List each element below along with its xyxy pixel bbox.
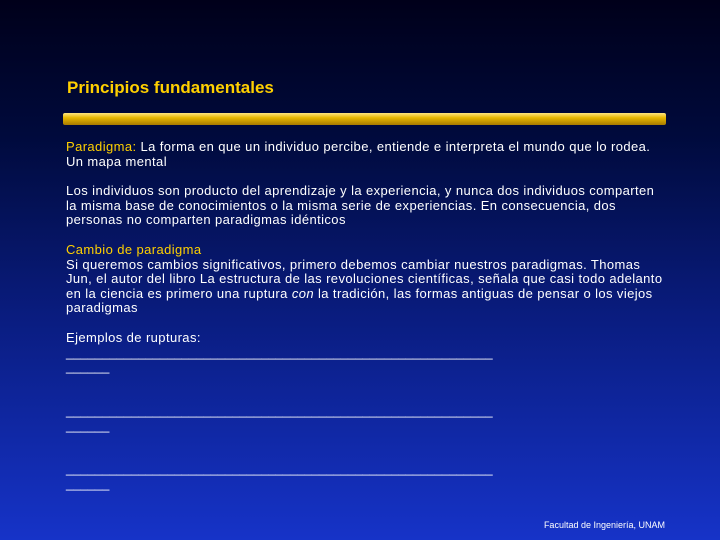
paradigma-term: Paradigma: bbox=[66, 139, 137, 154]
blank-line: ___________________________________________________________ bbox=[66, 402, 493, 418]
cambio-text-a: Si queremos cambios significativos, primero debemos cambiar nuestros paradigmas. Thomas Jun, el autor del libro La estructura de las revoluciones científicas, señala que casi todo adelanto en la ciencia es primero una ruptura bbox=[66, 256, 663, 301]
paradigma-definition-text: La forma en que un individuo percibe, entiende e interpreta el mundo que lo rodea. Un mapa mental bbox=[66, 139, 651, 169]
blank-line: ______ bbox=[66, 359, 110, 375]
cambio-text-b: la tradición, las formas antiguas de pensar o los viejos paradigmas bbox=[66, 285, 653, 316]
blank-line: ______ bbox=[66, 475, 110, 491]
slide-title: Principios fundamentales bbox=[67, 78, 274, 97]
blank-line: ______ bbox=[66, 417, 110, 433]
ejemplos-label: Ejemplos de rupturas: bbox=[66, 329, 201, 345]
title-underline-bar bbox=[63, 113, 666, 125]
cambio-heading: Cambio de paradigma bbox=[66, 241, 202, 257]
cambio-text-italic: con bbox=[291, 285, 314, 301]
paradigma-definition bbox=[66, 140, 666, 169]
footer-institution: Facultad de Ingeniería, UNAM bbox=[543, 520, 665, 530]
blank-line: ___________________________________________________________ bbox=[66, 461, 493, 477]
slide-content bbox=[66, 140, 666, 491]
ejemplos-section bbox=[66, 331, 666, 492]
individuals-paragraph: Los individuos son producto del aprendizaje y la experiencia, y nunca dos individuos comparten la misma base de conocimientos o la misma serie de experiencias. En consecuencia, dos personas no comparten paradigmas idénticos bbox=[66, 183, 655, 228]
blank-line: ___________________________________________________________ bbox=[66, 344, 493, 360]
cambio-paradigma-section bbox=[66, 243, 666, 316]
